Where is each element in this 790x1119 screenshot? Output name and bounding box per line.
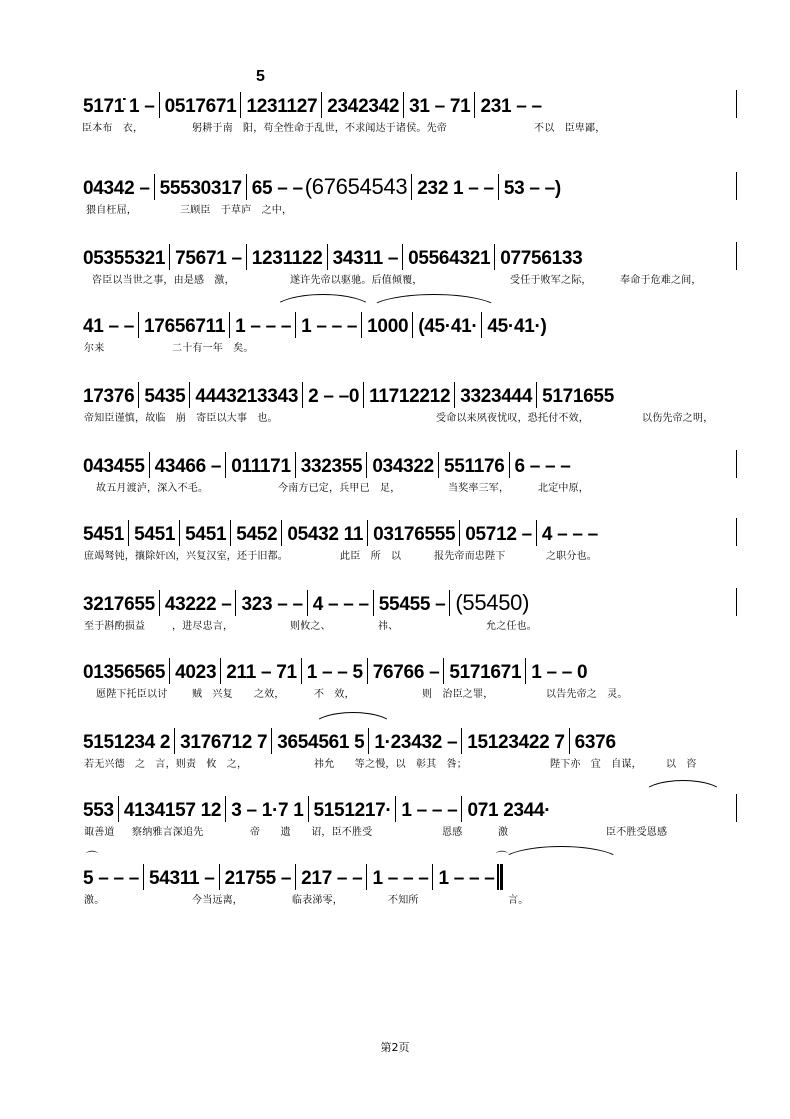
measure: 05712 – [465, 524, 532, 545]
measure: 4 – – – [312, 594, 369, 615]
slur [500, 846, 622, 863]
lyric-text: 臣不胜受恩感 [606, 827, 668, 838]
bar-line [534, 518, 540, 546]
lyric-text: 激 [498, 827, 509, 838]
bar-line [359, 310, 365, 338]
end-bar-line [736, 90, 737, 118]
measure: 2 – –0 [308, 386, 360, 407]
bar-line [436, 450, 442, 478]
measure: 553 [83, 800, 114, 821]
lyric-text: 允之任也。 [486, 621, 537, 632]
measure: 15123422 7 [467, 732, 565, 753]
bar-line [325, 242, 331, 270]
bar-line [217, 862, 223, 890]
bar-line [409, 172, 415, 200]
lyric-text: 北定中原， [538, 483, 589, 494]
measure: 03176555 [373, 524, 456, 545]
final-bar-line [496, 862, 502, 890]
bar-line [244, 172, 250, 200]
bar-line [223, 450, 229, 478]
measure: 5171655 [542, 386, 614, 407]
measure: 231 – – [480, 96, 542, 117]
lyric-text: 祎允 等之慢，以 彰其 咎； [314, 759, 467, 770]
music-system-3 [82, 240, 742, 296]
bar-line [172, 726, 178, 754]
notation-line-4 [82, 308, 548, 338]
bar-line [361, 380, 367, 408]
measure: 071 2344· [467, 800, 551, 821]
bar-line [319, 90, 325, 118]
measure: 5 – – – [83, 868, 140, 889]
measure: 1 – – – [372, 868, 429, 889]
bar-line [496, 172, 502, 200]
lyric-text: 诹善道 [84, 827, 115, 838]
music-system-7 [82, 516, 742, 572]
music-system-8 [82, 586, 742, 642]
measure: 2342342 [327, 96, 400, 117]
measure: 21755 – [224, 868, 292, 889]
measure: 05564321 [408, 248, 491, 269]
lyric-text: 奉命于危难之间， [620, 275, 702, 286]
bar-line [141, 862, 147, 890]
lyric-text: 不知所 [388, 895, 419, 906]
measure: 3 – 1·7 1 [231, 800, 304, 821]
measure: 1231127 [246, 96, 318, 117]
measure: 3176712 7 [180, 732, 268, 753]
lyric-text: 当奖率三军， [448, 483, 510, 494]
bar-line [523, 656, 529, 684]
bar-line [147, 450, 153, 478]
measure: 17376 [83, 386, 135, 407]
bar-line [305, 588, 311, 616]
notation-line-10 [82, 724, 617, 754]
lyric-text: 尔来 [84, 343, 105, 354]
measure: 43222 – [164, 594, 232, 615]
measure: 17656711 [144, 316, 226, 337]
bar-line [447, 588, 453, 616]
music-system-5 [82, 378, 742, 434]
measure: (45·41· [418, 316, 478, 337]
bar-line [233, 588, 239, 616]
lyric-text: 故五月渡泸，深入不毛。 [96, 483, 209, 494]
bar-line [157, 588, 163, 616]
bar-line [269, 726, 275, 754]
lyric-text: 若无兴德 之 言，则责 攸 之， [84, 759, 248, 770]
music-system-10 [82, 724, 742, 780]
measure: 1 – – 0 [531, 662, 588, 683]
measure: 55530317 [159, 178, 242, 199]
bar-line [279, 518, 285, 546]
measure: 043455 [83, 456, 145, 477]
bar-line [452, 380, 458, 408]
lyric-text: 二十有一年 矣。 [172, 343, 254, 354]
measure: 3654561 5 [277, 732, 365, 753]
music-system-1 [82, 68, 742, 144]
bar-line [299, 656, 305, 684]
measure: 1 – – 5 [306, 662, 363, 683]
bar-line [459, 794, 465, 822]
lyric-text: 以告先帝之 灵。 [546, 689, 628, 700]
bar-line [365, 656, 371, 684]
lyric-text: 帝 遗 诏，臣不胜受 [250, 827, 373, 838]
lyric-text: 以伤先帝之明， [642, 413, 714, 424]
lyric-text: 至于斟酌损益 [84, 621, 146, 632]
measure: 31 – 71 [409, 96, 471, 117]
end-bar-line [736, 588, 737, 616]
lyric-text: 激。 [84, 895, 105, 906]
fermata-icon: ⌒ [496, 850, 509, 864]
bar-line [507, 450, 513, 478]
bar-line [126, 518, 132, 546]
measure: 76766 – [372, 662, 440, 683]
measure: 5452 [236, 524, 278, 545]
notation-line-5 [82, 378, 615, 408]
lyric-text: 臣本布 衣， [82, 123, 144, 134]
measure: 5151217· [313, 800, 392, 821]
measure: 5171671 [449, 662, 522, 683]
measure: 41 – – [83, 316, 135, 337]
bar-line [492, 242, 498, 270]
bar-line [293, 862, 299, 890]
page-number: 第2页 [380, 1041, 410, 1054]
bar-line [459, 726, 465, 754]
notation-line-1 [82, 88, 543, 118]
lyric-text: 庶竭驽钝，攘除奸凶，兴复汉室，还于旧都。 [84, 551, 288, 562]
measure: 232 1 – – [417, 178, 494, 199]
lyric-text: 今当远离， [192, 895, 243, 906]
notation-line-6 [82, 448, 572, 478]
notation-line-9 [82, 654, 588, 684]
measure: 211 – 71 [226, 662, 297, 683]
bar-line [238, 90, 244, 118]
end-bar-line [736, 794, 737, 822]
lyric-text: 不 效， [314, 689, 355, 700]
measure: 55455 – [378, 594, 446, 615]
lyric-text: 贼 兴复 [192, 689, 233, 700]
bar-line [472, 90, 478, 118]
bar-line [152, 172, 158, 200]
bar-line [306, 794, 312, 822]
lyric-text: 不以 臣卑鄙， [534, 123, 606, 134]
measure: 217 – – [301, 868, 363, 889]
lyric-text: 今南方已定，兵甲已 足， [278, 483, 401, 494]
measure: 1 – – – [235, 316, 292, 337]
lyric-text: 遂许先帝以驱驰。后值倾覆， [290, 275, 423, 286]
music-system-9 [82, 654, 742, 710]
lyric-text: 受命以来夙夜忧叹，恐托付不效， [436, 413, 589, 424]
lyric-text: 则攸之、 [290, 621, 331, 632]
measure: 45·41·) [487, 316, 547, 337]
bar-line [177, 518, 183, 546]
bar-line [293, 310, 299, 338]
lyric-text: 祎、 [378, 621, 399, 632]
bar-line [400, 242, 406, 270]
bar-line [157, 90, 163, 118]
music-system-11 [82, 792, 742, 848]
bar-line [364, 862, 370, 890]
music-system-4 [82, 308, 742, 364]
measure: 5151234 2 [83, 732, 171, 753]
bar-line [479, 310, 485, 338]
music-system-2 [82, 170, 742, 226]
measure: 07756133 [500, 248, 583, 269]
measure: 75671 – [175, 248, 242, 269]
lyric-text: 以 咨 [666, 759, 697, 770]
measure: 05432 11 [287, 524, 364, 545]
lyric-text: 躬耕于南 阳，苟全性命于乱世，不求闻达于诸侯。先帝 [192, 123, 447, 134]
measure: 53 – –) [503, 178, 561, 199]
measure: 4023 [175, 662, 217, 683]
measure: 332355 [300, 456, 363, 477]
lyric-text: 之职分也。 [546, 551, 597, 562]
measure: 5435 [144, 386, 186, 407]
measure: (67654543 [304, 174, 408, 199]
measure: 1 – – – [401, 800, 458, 821]
bar-line [567, 726, 573, 754]
measure: 1 – – – [438, 868, 495, 889]
measure: 65 – – [251, 178, 303, 199]
notation-line-7 [82, 516, 599, 546]
bar-line [364, 450, 370, 478]
lyric-text: 察纳雅言深追先 [132, 827, 204, 838]
measure: 5171̇ 1 – [83, 96, 155, 117]
measure: 3323444 [460, 386, 533, 407]
measure: 4 – – – [541, 524, 598, 545]
bar-line [136, 310, 142, 338]
lyric-text: 之效， [254, 689, 285, 700]
notation-line-8 [82, 586, 530, 616]
bar-line [371, 588, 377, 616]
measure: 34311 – [332, 248, 399, 269]
bar-line [300, 380, 306, 408]
measure: 1 – – – [301, 316, 358, 337]
notation-line-3 [82, 240, 583, 270]
bar-line [441, 656, 447, 684]
bar-line [410, 310, 416, 338]
lyric-text: 恩感 [442, 827, 463, 838]
measure: 11712212 [369, 386, 451, 407]
bar-line [457, 518, 463, 546]
lyric-text: 此臣 所 以 [340, 551, 402, 562]
end-bar-line [736, 242, 737, 270]
fermata-icon: ⌒ [86, 850, 99, 864]
lyric-text: 临表涕零， [292, 895, 343, 906]
end-bar-line [736, 450, 737, 478]
measure: 1·23432 – [374, 732, 458, 753]
bar-line [228, 518, 234, 546]
bar-line [223, 794, 229, 822]
bar-line [167, 656, 173, 684]
bar-line [227, 310, 233, 338]
measure: 01356565 [83, 662, 166, 683]
measure: 1231122 [251, 248, 323, 269]
lyric-text: 咨臣以当世之事，由是感 激， [92, 275, 235, 286]
measure: 54311 – [149, 868, 215, 889]
measure: 011171 [231, 456, 291, 477]
lyric-text: 愿陛下托臣以讨 [96, 689, 168, 700]
lyric-text: 陛下亦 宜 自谋， [550, 759, 642, 770]
bar-line [116, 794, 122, 822]
bar-line [393, 794, 399, 822]
measure: 43466 – [154, 456, 222, 477]
measure: 0517671 [164, 96, 237, 117]
measure: 5451 [134, 524, 176, 545]
bar-line [401, 90, 407, 118]
music-system-12 [82, 850, 742, 916]
bar-line [430, 862, 436, 890]
bar-line [534, 380, 540, 408]
measure: (55450) [455, 590, 530, 615]
measure: 3217655 [83, 594, 155, 615]
measure: 551176 [443, 456, 505, 477]
notation-line-11 [82, 792, 551, 822]
bar-line [218, 656, 224, 684]
bar-line [293, 450, 299, 478]
lyric-text: 受任于败军之际， [510, 275, 592, 286]
lyric-text: 三顾臣 于草庐 之中， [180, 205, 293, 216]
bar-line [167, 242, 173, 270]
measure: 5451 [185, 524, 227, 545]
superscript-note: 5 [256, 68, 265, 85]
notation-line-2 [82, 170, 562, 200]
measure: 6 – – – [514, 456, 571, 477]
bar-line [136, 380, 142, 408]
notation-line-12 [82, 860, 503, 890]
lyric-text: 报先帝而忠陛下 [434, 551, 506, 562]
bar-line [365, 518, 371, 546]
lyric-text: 帝知臣谨慎，故临 崩 寄臣以大事 也。 [84, 413, 278, 424]
bar-line [366, 726, 372, 754]
end-bar-line [736, 172, 737, 200]
measure: 4134157 12 [123, 800, 222, 821]
slur [642, 780, 724, 795]
measure: 4443213343 [195, 386, 299, 407]
lyric-text: 则 治臣之罪， [422, 689, 494, 700]
measure: 04342 – [83, 178, 150, 199]
measure: 5451 [83, 524, 125, 545]
lyric-text: 猥自枉屈， [86, 205, 137, 216]
lyric-text: ，进尽忠言， [172, 621, 234, 632]
bar-line [187, 380, 193, 408]
measure: 034322 [372, 456, 434, 477]
lyric-text: 言。 [508, 895, 529, 906]
measure: 1000 [367, 316, 409, 337]
bar-line [244, 242, 250, 270]
end-bar-line [736, 518, 737, 546]
measure: 05355321 [83, 248, 166, 269]
music-system-6 [82, 448, 742, 504]
measure: 6376 [574, 732, 616, 753]
measure: 323 – – [241, 594, 303, 615]
